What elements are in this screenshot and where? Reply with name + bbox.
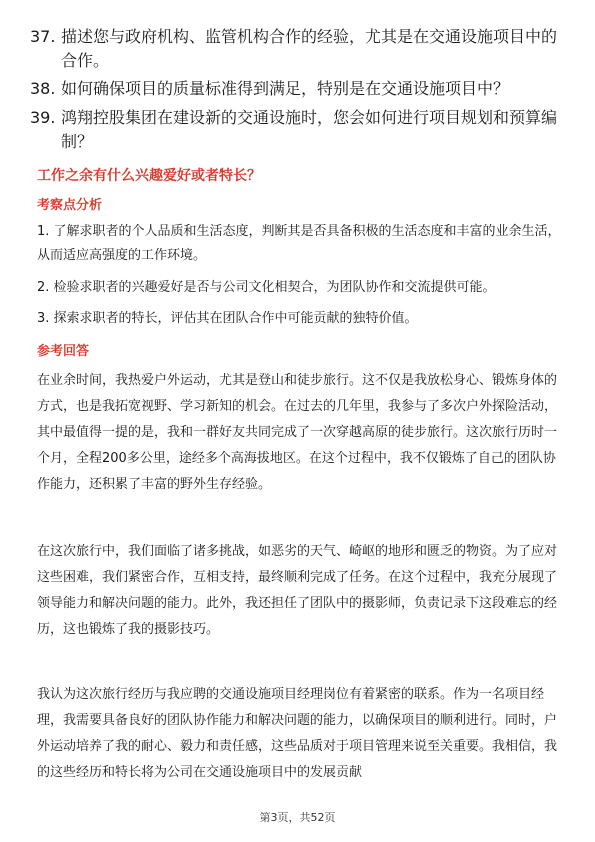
answer-paragraph: 在业余时间，我热爱户外运动，尤其是登山和徒步旅行。这不仅是我放松身心、锻炼身体的方式，也是我拓宽视野、学习新知的机会。在过去的几年里，我参与了多次户外探险活动，其中最值得一提的是，我和一群好友共同完成了一次穿越高原的徒步旅行。这次旅行历时一个月，全程200多公里，途经多个高海拔地区。在这个过程中，我不仅锻炼了自己的团队协作能力，还积累了丰富的野外生存经验。 — [37, 373, 558, 492]
question-text: 如何确保项目的质量标准得到满足，特别是在交通设施项目中？ — [61, 79, 510, 98]
question-number: 39. — [30, 108, 56, 127]
question-38 — [30, 77, 570, 101]
section-title: 工作之余有什么兴趣爱好或者特长？ — [37, 168, 261, 184]
analysis-item: 3. 探索求职者的特长，评估其在团队合作中可能贡献的独特价值。 — [37, 311, 418, 326]
analysis-item: 2. 检验求职者的兴趣爱好是否与公司文化相契合，为团队协作和交流提供可能。 — [37, 280, 496, 295]
answer-paragraph: 在这次旅行中，我们面临了诸多挑战，如恶劣的天气、崎岖的地形和匮乏的物资。为了应对这些困难，我们紧密合作，互相支持，最终顺利完成了任务。在这个过程中，我充分展现了领导能力和解决问题的能力。此外，我还担任了团队中的摄影师，负责记录下这段难忘的经历，这也锻炼了我的摄影技巧。 — [37, 544, 558, 637]
question-number: 37. — [30, 27, 56, 46]
question-37 — [30, 25, 570, 73]
answer-paragraph: 我认为这次旅行经历与我应聘的交通设施项目经理岗位有着紧密的联系。作为一名项目经理，我需要具备良好的团队协作能力和解决问题的能力，以确保项目的顺利进行。同时，户外运动培养了我的耐心、毅力和责任感，这些品质对于项目管理来说至关重要。我相信，我的这些经历和特长将为公司在交通设施项目中的发展贡献 — [37, 687, 558, 780]
answer-heading: 参考回答 — [37, 344, 90, 359]
page-number: 第3页，共52页 — [259, 811, 336, 824]
question-text: 鸿翔控股集团在建设新的交通设施时，您会如何进行项目规划和预算编制？ — [61, 108, 558, 151]
question-39 — [30, 106, 570, 154]
analysis-heading: 考察点分析 — [37, 198, 103, 213]
question-number: 38. — [30, 79, 56, 98]
question-text: 描述您与政府机构、监管机构合作的经验，尤其是在交通设施项目中的合作。 — [61, 27, 558, 70]
analysis-item: 1. 了解求职者的个人品质和生活态度，判断其是否具备积极的生活态度和丰富的业余生活，从而适应高强度的工作环境。 — [37, 224, 561, 263]
